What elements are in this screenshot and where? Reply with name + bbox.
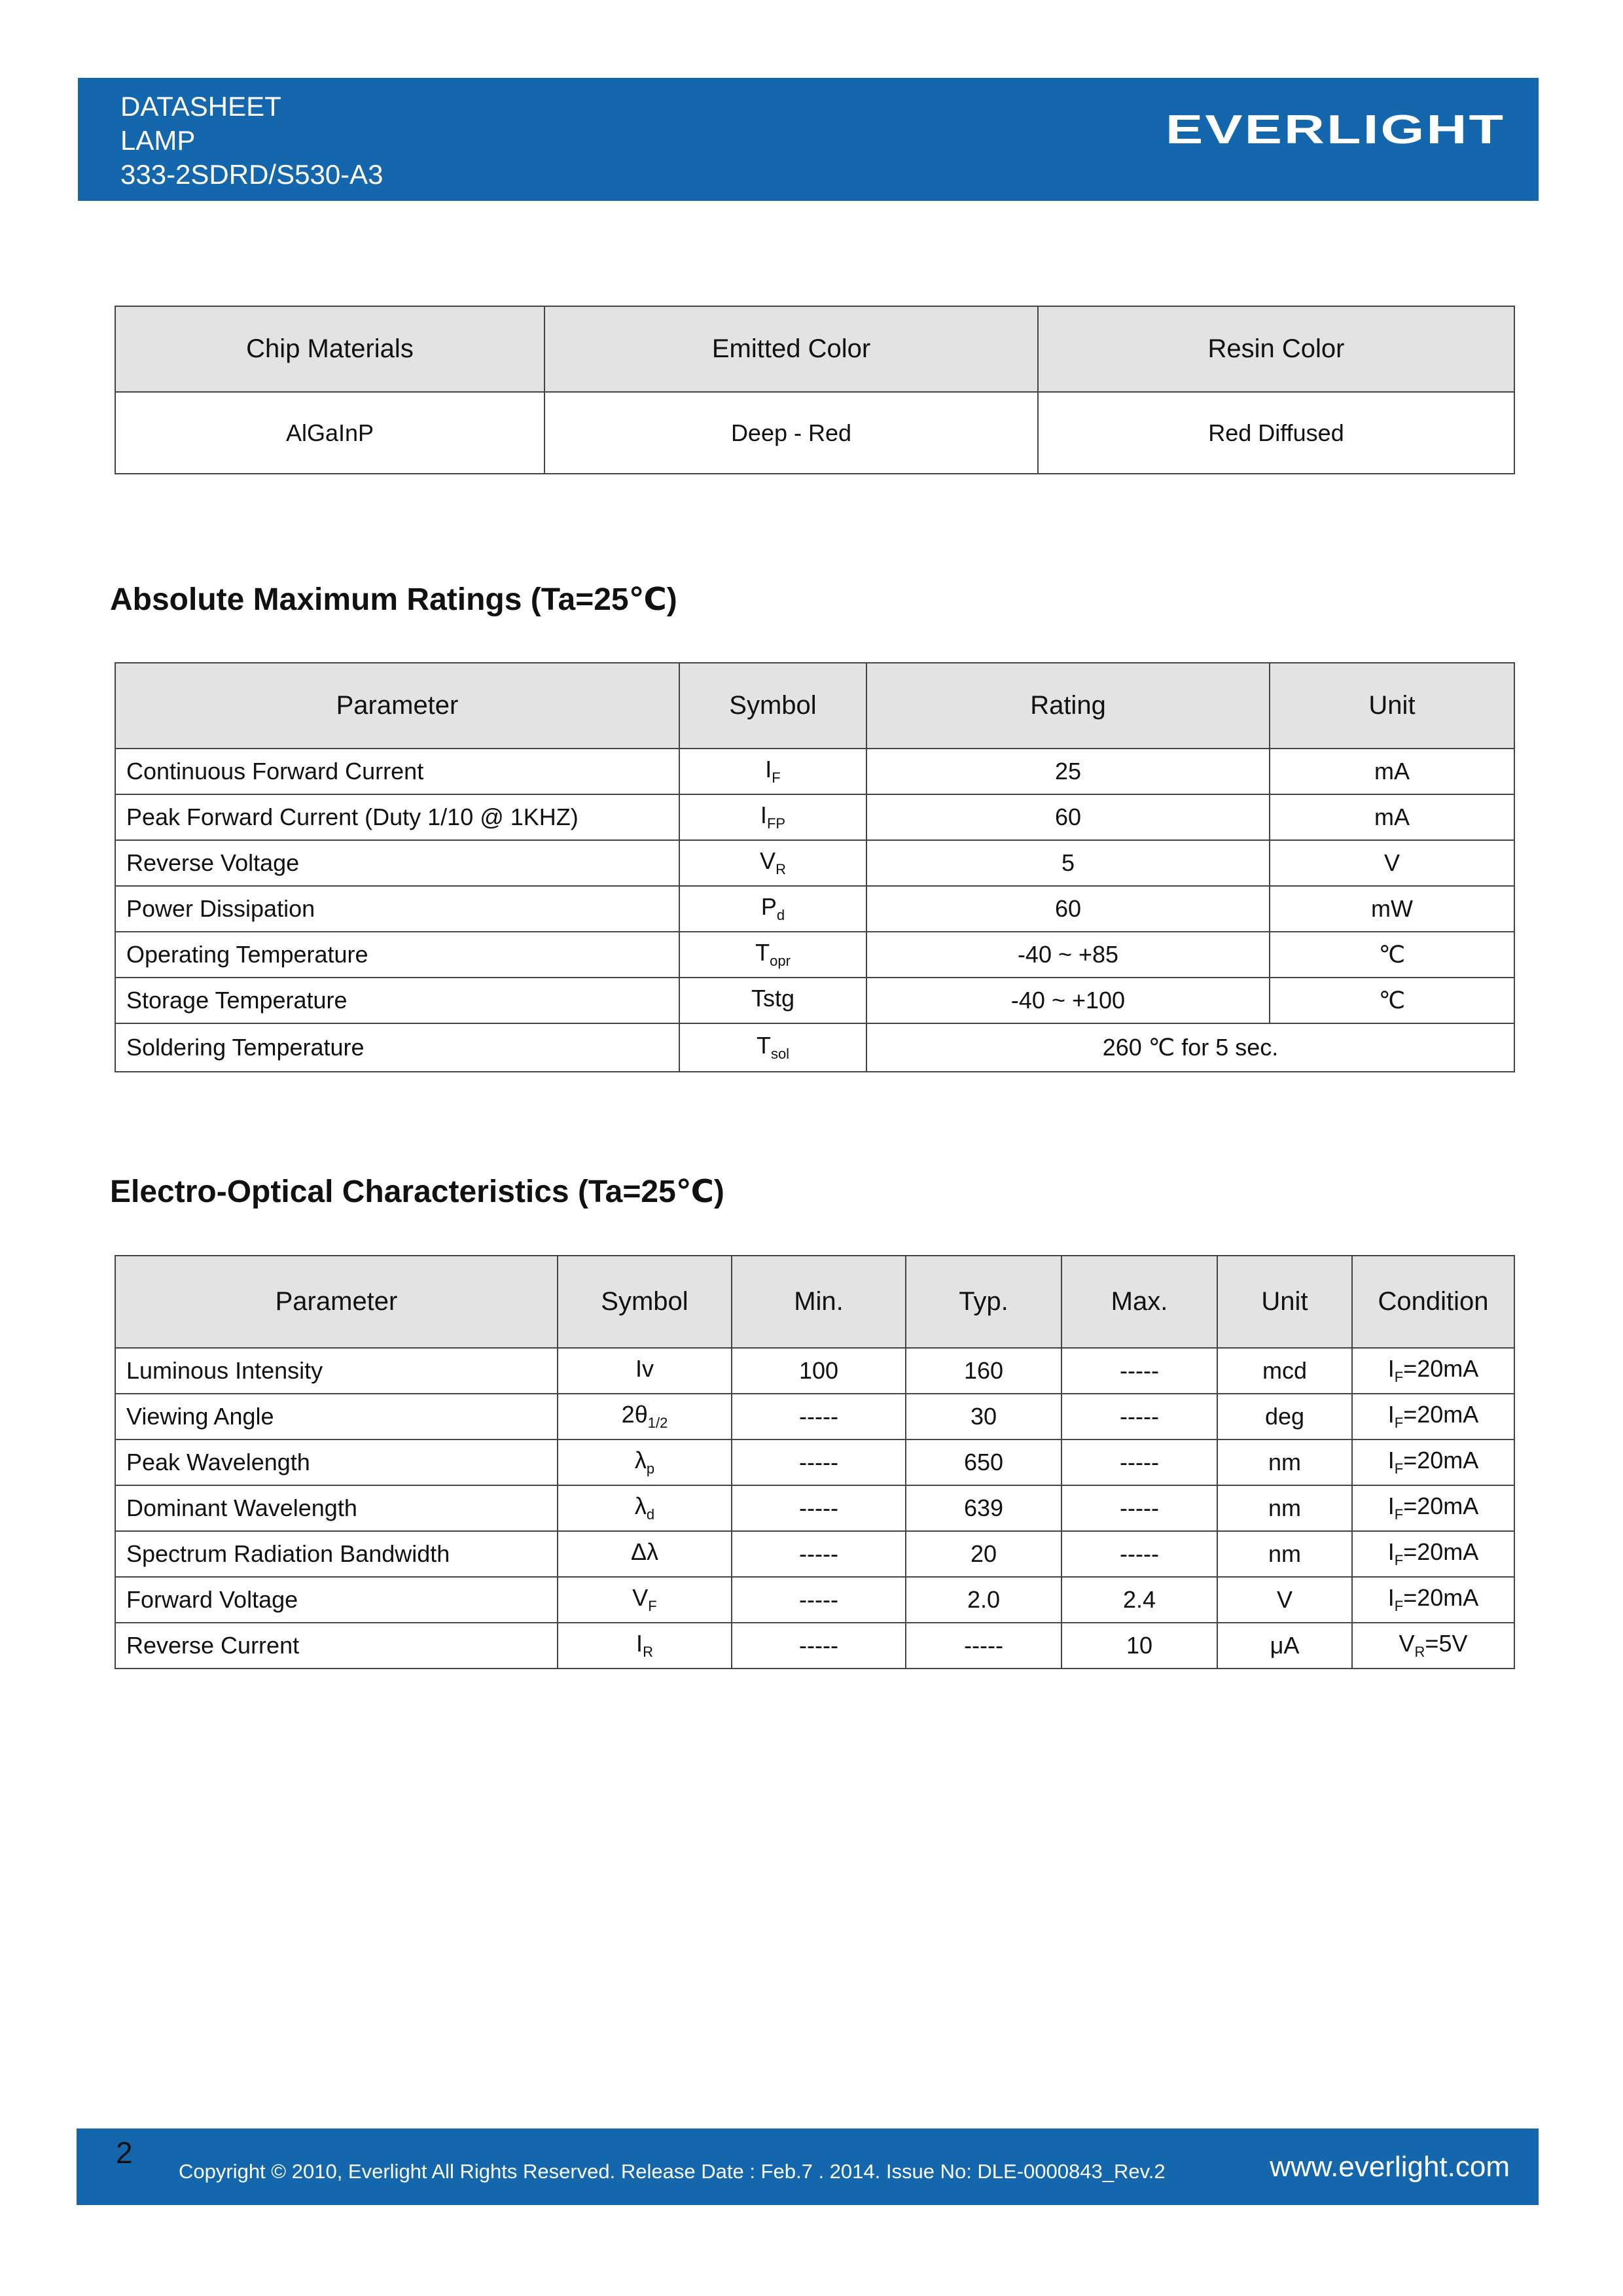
max-cell: ----- (1061, 1348, 1217, 1394)
rating-cell: -40 ~ +100 (866, 978, 1270, 1023)
col-header: Chip Materials (115, 306, 544, 392)
unit-cell: mW (1270, 886, 1514, 932)
condition-cell: $I_F=20mA$ (1352, 1531, 1514, 1577)
unit-cell: nm (1217, 1439, 1352, 1485)
unit-cell: mA (1270, 794, 1514, 840)
table-row (115, 840, 1514, 886)
condition-cell: $I_F=20mA$ (1352, 1485, 1514, 1531)
max-cell: ----- (1061, 1439, 1217, 1485)
max-cell: ----- (1061, 1485, 1217, 1531)
table-row (115, 1485, 1514, 1531)
symbol-cell: $2\theta_{1/2}$ (558, 1394, 732, 1439)
typ-cell: 20 (906, 1531, 1061, 1577)
symbol-cell: Iv (558, 1348, 732, 1394)
unit-cell: mA (1270, 749, 1514, 794)
unit-cell: V (1270, 840, 1514, 886)
rating-cell: -40 ~ +85 (866, 932, 1270, 978)
table-row (115, 794, 1514, 840)
table-cell: $T_{sol}$ (679, 1023, 866, 1072)
table-row (115, 1439, 1514, 1485)
eoc-title: Electro-Optical Characteristics (Ta=25℃) (110, 1174, 724, 1209)
chip-material: AlGaInP (115, 392, 544, 474)
col-header: Min. (732, 1256, 906, 1348)
table-row (115, 1348, 1514, 1394)
unit-cell: ℃ (1270, 978, 1514, 1023)
symbol-cell: $P_d$ (679, 886, 866, 932)
min-cell: ----- (732, 1531, 906, 1577)
website-link[interactable]: www.everlight.com (1270, 2151, 1510, 2183)
resin-color: Red Diffused (1038, 392, 1514, 474)
parameter-cell: Forward Voltage (115, 1577, 558, 1623)
min-cell: ----- (732, 1577, 906, 1623)
col-header: Symbol (558, 1256, 732, 1348)
page-number: 2 (116, 2136, 133, 2170)
col-header: Unit (1217, 1256, 1352, 1348)
symbol-cell: $\lambda_p$ (558, 1439, 732, 1485)
col-header: Condition (1352, 1256, 1514, 1348)
table-row (115, 1394, 1514, 1439)
col-header: Typ. (906, 1256, 1061, 1348)
electro-optical-table (115, 1255, 1515, 1669)
condition-cell: $I_F=20mA$ (1352, 1439, 1514, 1485)
typ-cell: 650 (906, 1439, 1061, 1485)
materials-table (115, 306, 1515, 474)
symbol-cell: $\lambda_d$ (558, 1485, 732, 1531)
table-row (115, 1577, 1514, 1623)
symbol-cell: $V_F$ (558, 1577, 732, 1623)
condition-cell: $I_F=20mA$ (1352, 1348, 1514, 1394)
symbol-cell: $I_F$ (679, 749, 866, 794)
symbol-cell: $T_{opr}$ (679, 932, 866, 978)
symbol-cell: $V_R$ (679, 840, 866, 886)
typ-cell: 160 (906, 1348, 1061, 1394)
min-cell: ----- (732, 1485, 906, 1531)
symbol-cell: $I_{FP}$ (679, 794, 866, 840)
unit-cell: nm (1217, 1531, 1352, 1577)
condition-cell: $V_R=5V$ (1352, 1623, 1514, 1669)
typ-cell: ----- (906, 1623, 1061, 1669)
table-cell: Soldering Temperature (115, 1023, 679, 1072)
typ-cell: 639 (906, 1485, 1061, 1531)
col-header: Parameter (115, 1256, 558, 1348)
unit-cell: μA (1217, 1623, 1352, 1669)
table-row (115, 1623, 1514, 1669)
typ-cell: 30 (906, 1394, 1061, 1439)
rating-cell: 25 (866, 749, 1270, 794)
typ-cell: 2.0 (906, 1577, 1061, 1623)
table-row (115, 932, 1514, 978)
symbol-cell: Δλ (558, 1531, 732, 1577)
part-number: 333-2SDRD/S530-A3 (120, 159, 383, 190)
unit-cell: deg (1217, 1394, 1352, 1439)
table-cell: 260 ℃ for 5 sec. (866, 1023, 1514, 1072)
rating-cell: 60 (866, 886, 1270, 932)
absolute-max-ratings-table (115, 662, 1515, 1072)
parameter-cell: Continuous Forward Current (115, 749, 679, 794)
parameter-cell: Power Dissipation (115, 886, 679, 932)
max-cell: 2.4 (1061, 1577, 1217, 1623)
copyright: Copyright © 2010, Everlight All Rights Reserved. Release Date : Feb.7 . 2014. Issue No: DLE-0000843_Rev.2 (179, 2160, 1166, 2183)
table-row (115, 1531, 1514, 1577)
unit-cell: ℃ (1270, 932, 1514, 978)
amr-title: Absolute Maximum Ratings (Ta=25℃) (110, 582, 677, 617)
page-footer (77, 2128, 1539, 2205)
emitted-color: Deep - Red (544, 392, 1038, 474)
parameter-cell: Dominant Wavelength (115, 1485, 558, 1531)
everlight-logo (1113, 107, 1505, 166)
condition-cell: $I_F=20mA$ (1352, 1394, 1514, 1439)
min-cell: ----- (732, 1394, 906, 1439)
max-cell: ----- (1061, 1531, 1217, 1577)
col-header: Symbol (679, 663, 866, 749)
table-row (115, 749, 1514, 794)
min-cell: 100 (732, 1348, 906, 1394)
min-cell: ----- (732, 1623, 906, 1669)
parameter-cell: Storage Temperature (115, 978, 679, 1023)
parameter-cell: Luminous Intensity (115, 1348, 558, 1394)
table-row (115, 978, 1514, 1023)
col-header: Unit (1270, 663, 1514, 749)
col-header: Emitted Color (544, 306, 1038, 392)
unit-cell: V (1217, 1577, 1352, 1623)
col-header: Parameter (115, 663, 679, 749)
condition-cell: $I_F=20mA$ (1352, 1577, 1514, 1623)
unit-cell: nm (1217, 1485, 1352, 1531)
parameter-cell: Viewing Angle (115, 1394, 558, 1439)
unit-cell: mcd (1217, 1348, 1352, 1394)
col-header: Rating (866, 663, 1270, 749)
parameter-cell: Operating Temperature (115, 932, 679, 978)
rating-cell: 5 (866, 840, 1270, 886)
min-cell: ----- (732, 1439, 906, 1485)
col-header: Resin Color (1038, 306, 1514, 392)
doc-type: DATASHEET (120, 91, 281, 122)
max-cell: ----- (1061, 1394, 1217, 1439)
symbol-cell: Tstg (679, 978, 866, 1023)
parameter-cell: Peak Wavelength (115, 1439, 558, 1485)
parameter-cell: Reverse Current (115, 1623, 558, 1669)
table-row (115, 886, 1514, 932)
col-header: Max. (1061, 1256, 1217, 1348)
product-category: LAMP (120, 125, 196, 156)
rating-cell: 60 (866, 794, 1270, 840)
logo-text: EVERLIGHT (1165, 107, 1505, 152)
header-text (120, 90, 383, 192)
max-cell: 10 (1061, 1623, 1217, 1669)
symbol-cell: $I_R$ (558, 1623, 732, 1669)
parameter-cell: Reverse Voltage (115, 840, 679, 886)
parameter-cell: Spectrum Radiation Bandwidth (115, 1531, 558, 1577)
parameter-cell: Peak Forward Current (Duty 1/10 @ 1KHZ) (115, 794, 679, 840)
